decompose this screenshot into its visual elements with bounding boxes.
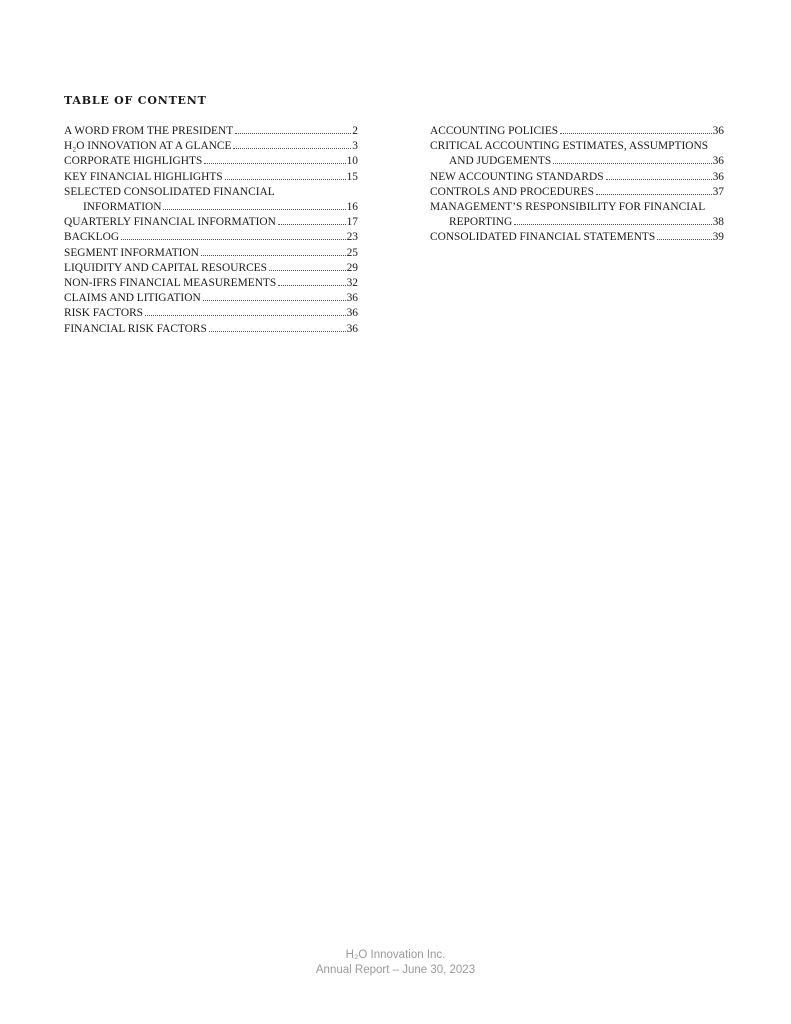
toc-entry-label: H₂O INNOVATION AT A GLANCE bbox=[64, 140, 232, 153]
toc-entry-label-line2: INFORMATION bbox=[83, 201, 162, 214]
toc-entry-risk-factors[interactable] bbox=[64, 306, 358, 321]
toc-dot-leader bbox=[163, 209, 345, 210]
toc-entry-backlog[interactable] bbox=[64, 230, 358, 245]
toc-entry-label: SEGMENT INFORMATION bbox=[64, 246, 199, 259]
toc-dot-leader bbox=[233, 148, 351, 149]
toc-entry-page: 36 bbox=[712, 170, 724, 183]
toc-entry-label: CONSOLIDATED FINANCIAL STATEMENTS bbox=[430, 231, 656, 244]
toc-entry-liquidity-capital-resources[interactable] bbox=[64, 261, 358, 276]
toc-dot-leader bbox=[269, 270, 346, 271]
toc-dot-leader bbox=[514, 224, 711, 225]
toc-entry-page: 36 bbox=[346, 322, 358, 335]
toc-dot-leader bbox=[121, 239, 346, 240]
toc-right-column bbox=[430, 124, 724, 246]
toc-entry-management-responsibility[interactable] bbox=[430, 200, 724, 230]
toc-entry-label: RISK FACTORS bbox=[64, 307, 144, 320]
toc-entry-label: KEY FINANCIAL HIGHLIGHTS bbox=[64, 170, 223, 183]
toc-dot-leader bbox=[235, 133, 351, 134]
toc-entry-page: 38 bbox=[712, 216, 724, 229]
toc-entry-page: 39 bbox=[712, 231, 724, 244]
toc-entry-label-line1: CRITICAL ACCOUNTING ESTIMATES, ASSUMPTIONS bbox=[430, 140, 709, 153]
toc-entry-label: NEW ACCOUNTING STANDARDS bbox=[430, 170, 604, 183]
toc-dot-leader bbox=[606, 179, 712, 180]
toc-dot-leader bbox=[278, 285, 345, 286]
toc-entry-page: 15 bbox=[346, 170, 358, 183]
toc-entry-financial-risk-factors[interactable] bbox=[64, 322, 358, 337]
toc-entry-key-financial-highlights[interactable] bbox=[64, 170, 358, 185]
toc-entry-critical-accounting-estimates[interactable] bbox=[430, 139, 724, 169]
toc-entry-page: 37 bbox=[712, 185, 724, 198]
toc-entry-page: 25 bbox=[346, 246, 358, 259]
toc-entry-label: ACCOUNTING POLICIES bbox=[430, 125, 559, 137]
toc-dot-leader bbox=[657, 239, 711, 240]
toc-entry-new-accounting-standards[interactable] bbox=[430, 170, 724, 185]
toc-entry-label: NON-IFRS FINANCIAL MEASUREMENTS bbox=[64, 277, 277, 290]
toc-entry-label: QUARTERLY FINANCIAL INFORMATION bbox=[64, 216, 276, 229]
toc-entry-claims-litigation[interactable] bbox=[64, 291, 358, 306]
footer-report-title: Annual Report – June 30, 2023 bbox=[315, 964, 476, 976]
toc-entry-page: 23 bbox=[346, 231, 358, 244]
toc-entry-page: 36 bbox=[712, 125, 724, 137]
toc-dot-leader bbox=[201, 255, 346, 256]
toc-title: TABLE OF CONTENT bbox=[64, 94, 207, 107]
page-footer bbox=[0, 948, 791, 978]
toc-entry-page: 36 bbox=[712, 155, 724, 168]
toc-entry-segment-information[interactable] bbox=[64, 246, 358, 261]
toc-entry-label: CORPORATE HIGHLIGHTS bbox=[64, 155, 203, 168]
toc-entry-label: BACKLOG bbox=[64, 231, 120, 244]
toc-entry-at-a-glance[interactable] bbox=[64, 139, 358, 154]
toc-entry-page: 16 bbox=[346, 201, 358, 214]
footer-company-name: H₂O Innovation Inc. bbox=[345, 949, 446, 961]
toc-entry-controls-procedures[interactable] bbox=[430, 185, 724, 200]
toc-entry-label: CONTROLS AND PROCEDURES bbox=[430, 185, 594, 198]
toc-dot-leader bbox=[278, 224, 346, 225]
toc-entry-accounting-policies[interactable] bbox=[430, 124, 724, 139]
toc-entry-page: 3 bbox=[352, 140, 358, 153]
toc-entry-page: 36 bbox=[346, 292, 358, 305]
toc-entry-selected-financial-information[interactable] bbox=[64, 185, 358, 215]
toc-entry-non-ifrs-measurements[interactable] bbox=[64, 276, 358, 291]
toc-dot-leader bbox=[560, 133, 711, 134]
toc-entry-label-line2: AND JUDGEMENTS bbox=[449, 155, 552, 168]
toc-dot-leader bbox=[209, 331, 346, 332]
toc-dot-leader bbox=[203, 300, 346, 301]
toc-entry-label-line1: SELECTED CONSOLIDATED FINANCIAL bbox=[64, 185, 275, 198]
toc-dot-leader bbox=[145, 315, 346, 316]
toc-entry-label: LIQUIDITY AND CAPITAL RESOURCES bbox=[64, 261, 267, 274]
toc-entry-quarterly-financial-information[interactable] bbox=[64, 215, 358, 230]
toc-dot-leader bbox=[553, 163, 711, 164]
toc-entry-page: 17 bbox=[346, 216, 358, 229]
toc-entry-consolidated-statements[interactable] bbox=[430, 230, 724, 245]
toc-dot-leader bbox=[204, 163, 345, 164]
toc-entry-label-line1: MANAGEMENT’S RESPONSIBILITY FOR FINANCIAL bbox=[430, 201, 706, 214]
toc-entry-label: CLAIMS AND LITIGATION bbox=[64, 292, 201, 305]
toc-dot-leader bbox=[225, 179, 346, 180]
toc-left-column bbox=[64, 124, 358, 337]
toc-entry-label: A WORD FROM THE PRESIDENT bbox=[64, 125, 234, 137]
toc-entry-page: 36 bbox=[346, 307, 358, 320]
toc-entry-page: 32 bbox=[346, 277, 358, 290]
toc-entry-page: 10 bbox=[346, 155, 358, 168]
toc-entry-page: 29 bbox=[346, 261, 358, 274]
toc-entry-word-from-president[interactable] bbox=[64, 124, 358, 139]
toc-entry-label: FINANCIAL RISK FACTORS bbox=[64, 322, 207, 335]
toc-entry-page: 2 bbox=[352, 125, 358, 137]
toc-entry-corporate-highlights[interactable] bbox=[64, 154, 358, 169]
toc-entry-label-line2: REPORTING bbox=[449, 216, 513, 229]
toc-dot-leader bbox=[596, 194, 712, 195]
